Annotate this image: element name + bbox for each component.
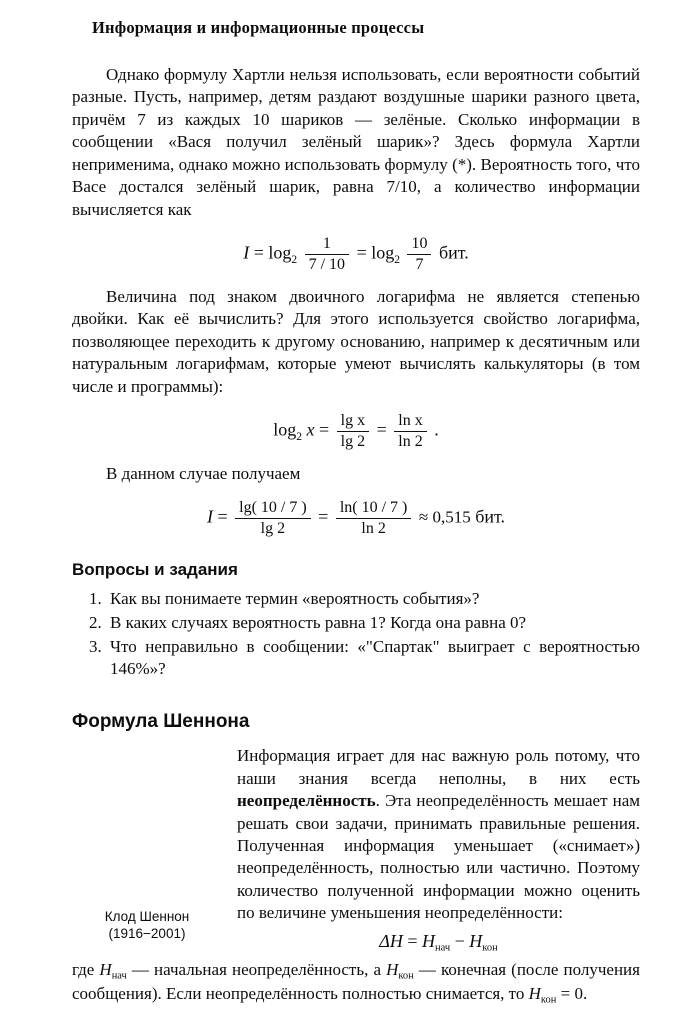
chapter-heading: Формула Шеннона xyxy=(72,711,250,733)
questions-list xyxy=(72,588,640,681)
list-item: 3. Что неправильно в сообщении: «"Спартак" выиграет с вероятностью 146%»? xyxy=(106,636,640,682)
formula-1-fraction-1 xyxy=(305,235,349,274)
portrait-caption xyxy=(72,909,222,942)
formula-shannon-h1: H xyxy=(422,930,435,951)
formula-1-frac1-den: 7 / 10 xyxy=(308,255,346,273)
formula-shannon-h2-sub: кон xyxy=(482,942,498,954)
formula-2-arg: x xyxy=(306,419,315,440)
tail-h3-sub: кон xyxy=(540,994,557,1006)
tail-h2-sub: кон xyxy=(398,970,414,982)
formula-3-fraction-1 xyxy=(235,499,311,538)
formula-1-lhs: I xyxy=(243,242,250,263)
tail-h1: H xyxy=(99,960,112,980)
formula-1-eq2: = xyxy=(356,242,367,263)
formula-3-approx: ≈ 0,515 xyxy=(418,507,471,527)
portrait-column xyxy=(72,749,227,941)
paragraph-3: В данном случае получаем xyxy=(106,463,301,483)
formula-3-frac2-num: ln( 10 / 7 ) xyxy=(336,499,412,519)
tail-text-4: = 0. xyxy=(556,984,588,1004)
shannon-tail-paragraph xyxy=(72,959,640,1007)
list-item: 2. В каких случаях вероятность равна 1? Когда она равна 0? xyxy=(106,612,640,635)
formula-1-eq1: = xyxy=(253,242,264,263)
tail-text-2: — начальная неопределённость, а xyxy=(126,960,387,980)
formula-shannon-delta-h: ΔH xyxy=(379,930,403,951)
tail-text-1: где xyxy=(72,960,100,980)
formula-3-lhs: I xyxy=(206,506,213,527)
formula-2-frac2-num: ln x xyxy=(394,412,426,432)
formula-2-frac2-den: ln 2 xyxy=(398,432,423,450)
running-head: Информация и информационные процессы xyxy=(92,18,425,37)
formula-shannon-h1-sub: нач xyxy=(435,942,451,954)
shannon-text-bold: неопределённость xyxy=(237,791,376,811)
formula-3-fraction-2 xyxy=(336,499,412,538)
formula-2-period: . xyxy=(434,419,439,440)
formula-1-log1: log xyxy=(268,242,292,263)
formula-3-frac2-den: ln 2 xyxy=(361,520,386,538)
tail-h3: H xyxy=(528,984,541,1004)
formula-2-eq: = xyxy=(319,419,330,440)
formula-shannon-minus: − xyxy=(454,930,465,951)
portrait-caption-years: (1916−2001) xyxy=(108,925,186,941)
formula-3-units: бит. xyxy=(475,506,506,527)
shannon-text-part1: Информация играет для нас важную роль потому, что наши знания всегда неполны, в них есть xyxy=(237,746,640,788)
formula-2-frac1-num: lg x xyxy=(337,412,369,432)
formula-3-frac1-den: lg 2 xyxy=(260,520,286,538)
questions-heading: Вопросы и задания xyxy=(72,560,238,580)
formula-2-log: log xyxy=(273,419,297,440)
formula-3-eq2: = xyxy=(318,506,329,527)
formula-numeric-result xyxy=(72,499,640,538)
formula-1-frac2-num: 10 xyxy=(407,235,431,255)
formula-2-fraction-1 xyxy=(337,412,369,451)
shannon-section xyxy=(72,745,640,1007)
formula-1-base1: 2 xyxy=(291,254,298,267)
formula-shannon-eq: = xyxy=(407,930,418,951)
formula-1-units: бит. xyxy=(438,242,469,263)
portrait-caption-name: Клод Шеннон xyxy=(104,909,190,925)
tail-h2: H xyxy=(386,960,399,980)
formula-1-frac2-den: 7 xyxy=(415,255,424,273)
formula-3-frac1-num: lg( 10 / 7 ) xyxy=(235,499,311,519)
list-item: 1. Как вы понимаете термин «вероятность события»? xyxy=(106,588,640,611)
formula-1-frac1-num: 1 xyxy=(305,235,349,255)
formula-2-frac1-den: lg 2 xyxy=(340,432,366,450)
formula-3-eq: = xyxy=(217,506,228,527)
paragraph-2: Величина под знаком двоичного логарифма не является степенью двойки. Как её вычислить? Для этого используется свойство логарифма, позволяющее переходить к другому основанию, например к десятичным или натуральным логарифмам, которые умеют вычислять калькуляторы (в том числе и программы): xyxy=(72,286,640,396)
tail-text-3: — конечная (после получения сообщения). Если неопределённость полностью снимается, то xyxy=(72,960,640,1004)
formula-1-base2: 2 xyxy=(394,254,400,267)
formula-log-base-change xyxy=(72,412,640,451)
tail-h1-sub: нач xyxy=(111,970,127,982)
portrait-image xyxy=(72,749,222,907)
paragraph-1: Однако формулу Хартли нельзя использовать, если вероятности событий разные. Пусть, например, детям раздают воздушные шарики разного цвета, причём 7 из каждых 10 шариков — зелёные. Сколько информации в сообщении «Вася получил зелёный шарик»? Здесь формула Хартли неприменима, однако можно использовать формулу (*). Вероятность того, что Васе достался зелёный шарик, равна 7/10, а количество информации вычисляется как xyxy=(72,65,640,219)
shannon-text-part2: . Эта неопределённость мешает нам решать свои задачи, принимать правильные решения. Полученная информация уменьшает («снимает») неопределённость, полностью или частично. Поэтому количество полученной информации можно оценить по величине уменьшения неопределённости: xyxy=(237,791,640,923)
formula-1-fraction-2 xyxy=(407,235,431,274)
formula-shannon-h2: H xyxy=(469,930,483,951)
formula-2-fraction-2 xyxy=(394,412,426,451)
page-content xyxy=(0,64,698,1007)
formula-hartley-example xyxy=(72,235,640,274)
formula-1-log2: log xyxy=(371,242,395,263)
formula-2-eq2: = xyxy=(376,419,387,440)
formula-2-base: 2 xyxy=(296,431,303,444)
